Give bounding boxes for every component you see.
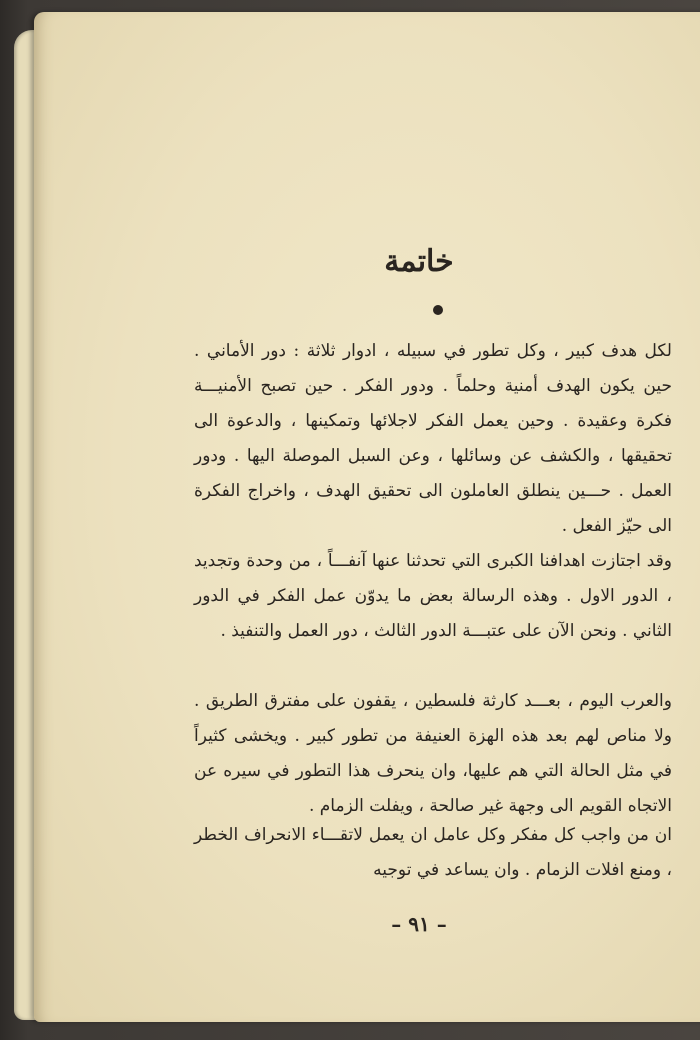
- ornament-dot: [433, 305, 443, 315]
- paragraph-2: وقد اجتازت اهدافنا الكبرى التي تحدثنا عنها آنفـــاً ، من وحدة وتجديد ، الدور الاول . وهذه الرسالة بعض ما يدوّن عمل الفكر في الدور الثاني . ونحن الآن على عتبـــة الدور الثالث ، دور العمل والتنفيذ .: [194, 551, 672, 641]
- page-number: – ٩١ –: [391, 912, 447, 936]
- paragraph-1: لكل هدف كبير ، وكل تطور في سبيله ، ادوار ثلاثة : دور الأماني . حين يكون الهدف أمنية وحلماً . ودور الفكر . حين تصبح الأمنيـــة فكرة وعقيدة . وحين يعمل الفكر لاجلائها وتمكينها ، والدعوة الى تحقيقها ، والكشف عن وسائلها ، وعن السبل الموصلة اليها . ودور العمل . حـــين ينطلق العاملون الى تحقيق الهدف ، واخراج الفكرة الى حيّز الفعل .: [194, 341, 672, 536]
- paragraph-3: والعرب اليوم ، بعـــد كارثة فلسطين ، يقفون على مفترق الطريق . ولا مناص لهم بعد هذه الهزة العنيفة من تطور كبير . ويخشى كثيراً في مثل الحالة التي هم عليها، وان ينحرف هذا التطور في سيره عن الاتجاه القويم الى وجهة غير صالحة ، ويفلت الزمام .: [194, 691, 672, 816]
- book-page: [34, 12, 700, 1022]
- page-title: خاتمة: [384, 244, 454, 279]
- paragraph-4: ان من واجب كل مفكر وكل عامل ان يعمل لاتقـــاء الانحراف الخطر ، ومنع افلات الزمام . وان يساعد في توجيه: [194, 825, 672, 880]
- page-content: [164, 12, 674, 1012]
